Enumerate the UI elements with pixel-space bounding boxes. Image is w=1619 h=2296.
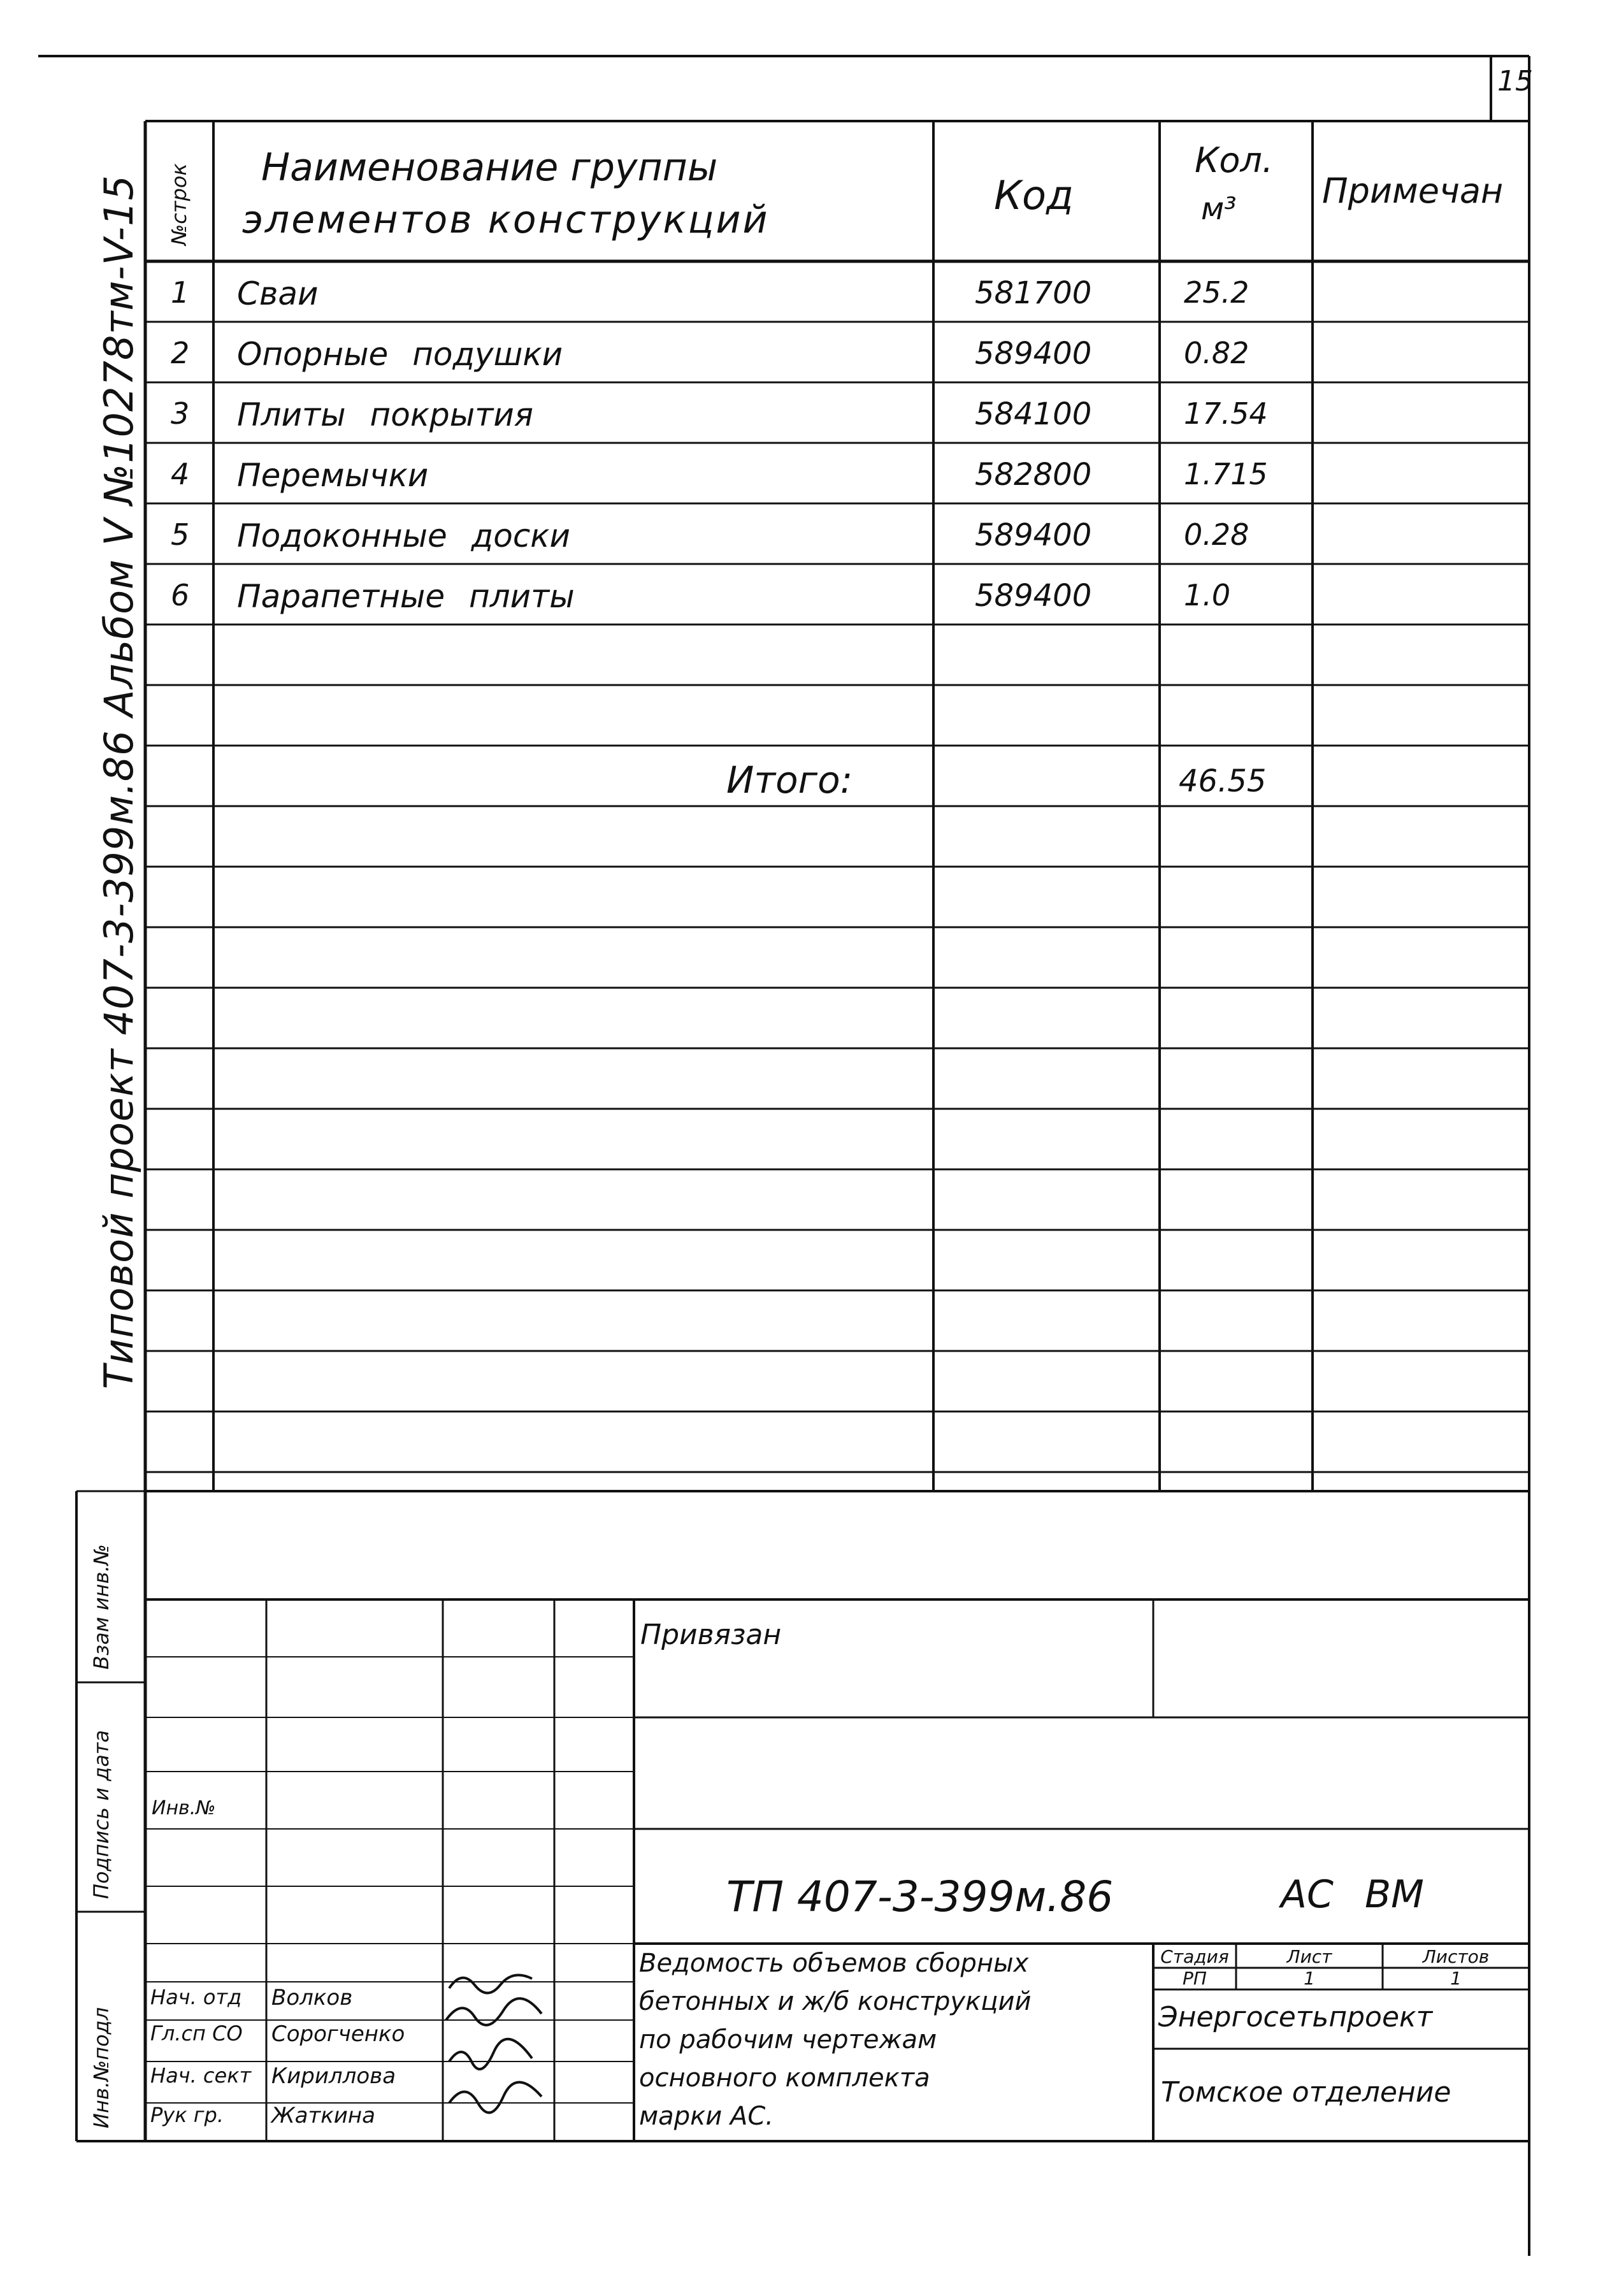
side-label-signature-date: Подпись и дата — [89, 1729, 113, 1899]
document-title-line: по рабочим чертежам — [639, 2025, 937, 2054]
row-qty: 0.82 — [1184, 336, 1249, 370]
row-qty: 1.0 — [1184, 578, 1231, 612]
signatory-name: Кириллова — [271, 2063, 396, 2089]
header-code: Код — [994, 172, 1074, 219]
row-code: 589400 — [975, 578, 1092, 614]
inventory-number-label: Инв.№ — [152, 1797, 216, 1819]
row-number: 4 — [171, 457, 190, 491]
signatory-name: Сорогченко — [271, 2021, 405, 2047]
row-name: Плиты покрытия — [237, 396, 533, 433]
mark: АС ВМ — [1281, 1872, 1424, 1917]
signatory-role: Рук гр. — [150, 2103, 224, 2127]
side-label-original-inv: Инв.№подл — [89, 2007, 113, 2128]
sheet-header: Лист — [1286, 1946, 1332, 1967]
row-number: 1 — [171, 275, 190, 310]
row-name: Сваи — [237, 275, 319, 312]
sheets-value: 1 — [1450, 1968, 1462, 1989]
organization-name: Энергосетьпроект — [1158, 2001, 1433, 2033]
signatory-role: Нач. отд — [150, 1985, 242, 2009]
privyazan-label: Привязан — [640, 1619, 782, 1651]
header-name-line1: Наименование группы — [261, 145, 718, 190]
row-code: 589400 — [975, 517, 1092, 553]
row-qty: 1.715 — [1184, 457, 1268, 491]
row-name: Опорные подушки — [237, 336, 563, 373]
signatory-name: Жаткина — [271, 2103, 375, 2128]
row-code: 581700 — [975, 275, 1092, 311]
row-name: Парапетные плиты — [237, 578, 575, 615]
row-code: 582800 — [975, 457, 1092, 493]
designation: ТП 407-3-399м.86 — [726, 1872, 1114, 1921]
row-qty: 17.54 — [1184, 396, 1268, 431]
total-value: 46.55 — [1179, 763, 1267, 799]
row-qty: 25.2 — [1184, 275, 1249, 310]
document-title-line: основного комплекта — [639, 2063, 930, 2093]
stage-value: РП — [1183, 1968, 1207, 1989]
signatory-role: Гл.сп СО — [150, 2021, 243, 2046]
signatory-name: Волков — [271, 1985, 353, 2011]
side-caption: Типовой проект 407-3-399м.86 Альбом V №10278тм-V-15 — [96, 175, 142, 1389]
row-code: 584100 — [975, 396, 1092, 432]
sheet-value: 1 — [1304, 1968, 1315, 1989]
row-code: 589400 — [975, 336, 1092, 372]
page-number: 15 — [1497, 65, 1533, 97]
document-title-line: Ведомость объемов сборных — [639, 1949, 1029, 1978]
row-number: 2 — [171, 336, 190, 370]
header-row-number: №строк — [167, 163, 191, 245]
row-qty: 0.28 — [1184, 517, 1249, 552]
signatures — [446, 1975, 542, 2112]
row-name: Подоконные доски — [237, 517, 571, 554]
row-number: 5 — [171, 517, 190, 552]
organization-branch: Томское отделение — [1161, 2076, 1451, 2109]
side-label-replacement-inv: Взам инв.№ — [89, 1544, 113, 1670]
stage-header: Стадия — [1160, 1946, 1229, 1967]
row-number: 3 — [171, 396, 190, 431]
header-qty-line2: м³ — [1201, 191, 1237, 227]
document-title-line: бетонных и ж/б конструкций — [639, 1987, 1032, 2016]
header-name-line2: элементов конструкций — [242, 198, 770, 242]
signatory-role: Нач. сект — [150, 2063, 252, 2088]
sheets-header: Листов — [1422, 1946, 1490, 1967]
document-title-line: марки АС. — [639, 2102, 774, 2131]
header-note: Примечан — [1322, 171, 1504, 211]
total-label: Итого: — [726, 758, 853, 802]
row-name: Перемычки — [237, 457, 429, 494]
row-number: 6 — [171, 578, 190, 612]
header-qty-line1: Кол. — [1195, 140, 1274, 180]
